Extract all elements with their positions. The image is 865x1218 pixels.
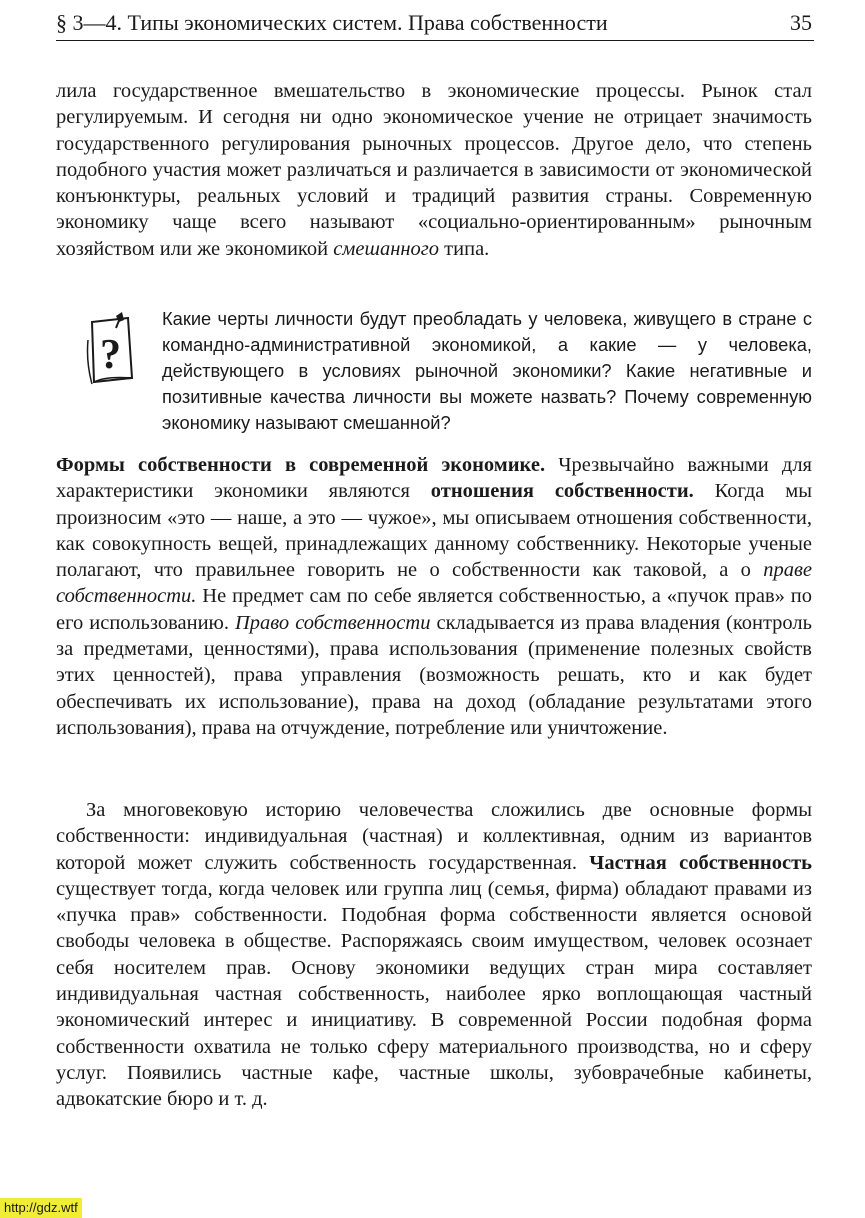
page-header: [56, 6, 814, 41]
paragraph-text: существует тогда, когда человек или группа лиц (семья, фирма) обладают правами из «пучка прав» собственности. Подобная форма собственности является основой свободы человека в обществе. Распоряжаясь своим имуществом, человек осознает себя носителем прав. Основу экономики ведущих стран мира составляет индивидуальная частная собственность, наиболее ярко воплощающая частный экономический интерес и инициативу. В современной России подобная форма собственности охватила не только сферу материального производства, но и сферу услуг. Появились частные кафе, частные школы, зубоврачебные кабинеты, адвокатские бюро и т. д.: [56, 877, 812, 1111]
paragraph-text: За многовековую историю человечества сложились две основные формы собственности: индивидуальная (частная) и коллективная, одним из вариантов которой может служить собственность государственная.: [56, 799, 812, 874]
paragraph-text: Не предмет сам по себе является собственностью, а «пучок прав» по его использованию.: [56, 585, 812, 634]
bold-term: Частная собственность: [589, 851, 812, 874]
section-title: § 3—4. Типы экономических систем. Права собственности: [56, 10, 608, 35]
paragraph-mixed-economy: [56, 78, 812, 262]
paragraph-text: типа.: [439, 237, 490, 260]
svg-text:?: ?: [100, 332, 121, 378]
italic-term: Право собственности: [235, 611, 431, 634]
question-text: Какие черты личности будут преобладать у человека, живущего в стране с командно-административной экономикой, а какие — у человека, действующего в условиях рыночной экономики? Какие негативные и позитивные качества личности вы можете назвать? Почему современную экономику называют смешанной?: [162, 308, 812, 433]
section-heading: Формы собственности в современной экономике.: [56, 454, 546, 476]
page-number: 35: [790, 10, 812, 35]
bold-term: отношения собственности.: [430, 480, 694, 503]
source-url-link[interactable]: http://gdz.wtf: [0, 1198, 82, 1218]
paragraph-text: Когда мы произносим «это — наше, а это — чужое», мы описываем отношения собственности, как совокупность вещей, принадлежащих данному собственнику. Некоторые ученые полагают, что правильнее говорить не о собственности как таковой, а о: [56, 480, 812, 582]
question-mark-icon: [86, 312, 142, 388]
paragraph-text: складывается из права владения (контроль за предметами, ценностями), права использования (применение полезных свойств этих ценностей), права управления (возможность решать, кто и как будет обеспечивать их использование), права на доход (обладание результатами этого использования), права на отчуждение, потребление или уничтожение.: [56, 611, 812, 739]
italic-term: праве собственности.: [56, 559, 812, 608]
paragraph-text: лила государственное вмешательство в экономические процессы. Рынок стал регулируемым. И сегодня ни одно экономическое учение не отрицает значимость государственного регулирования рыночных процессов. Другое дело, что степень подобного участия может различаться и различается в зависимости от экономической конъюнктуры, реальных условий и традиций развития страны. Современную экономику чаще всего называют «социально-ориентированным» рыночным хозяйством или же экономикой: [56, 80, 812, 260]
paragraph-text: Чрезвычайно важными для характеристики экономики являются: [56, 454, 812, 503]
question-block: [86, 306, 812, 442]
paragraph-property-forms: [56, 452, 812, 741]
paragraph-private-property: [56, 797, 812, 1113]
italic-term: смешанного: [333, 237, 440, 260]
